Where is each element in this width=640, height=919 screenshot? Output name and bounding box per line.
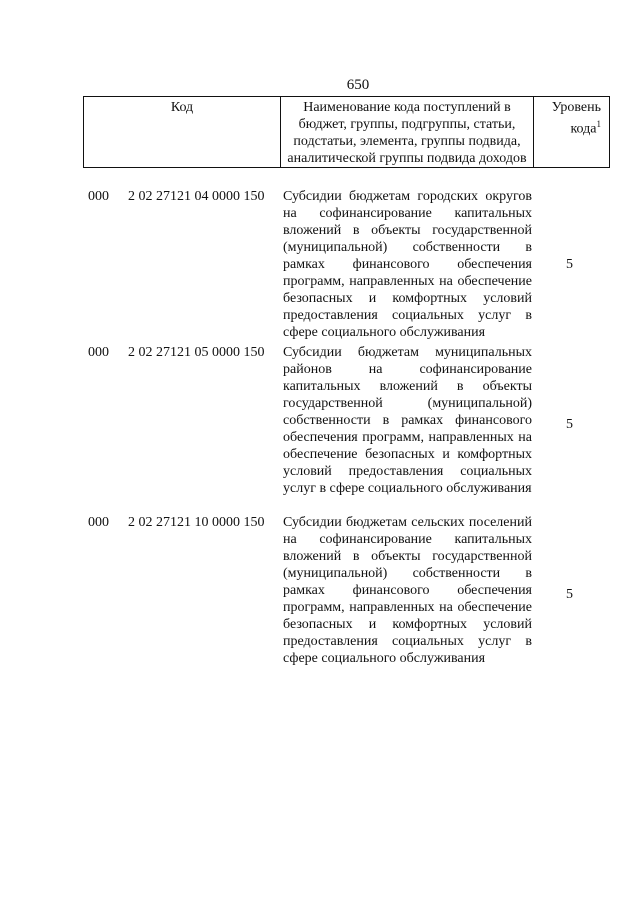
header-level bbox=[534, 97, 609, 167]
row-name: Субсидии бюджетам муниципальных районов на софинансирование капитальных вложений в объекты государственной (муниципальной) собственности в рамках финансового обеспечения программ, направленных на обеспечение безопасных и комфортных условий предоставления социальных услуг в сфере социального обслуживания bbox=[283, 345, 532, 496]
header-code: Код bbox=[84, 97, 281, 167]
header-name: Наименование кода поступлений в бюджет, группы, подгруппы, статьи, подстатьи, элемента, группы подвида, аналитической группы подвида доходов bbox=[281, 97, 534, 167]
header-level-label: Уровень кода bbox=[551, 100, 601, 137]
header-level-footnote: 1 bbox=[596, 119, 601, 129]
row-admin-code: 000 bbox=[88, 515, 109, 530]
page-number: 650 bbox=[346, 77, 370, 93]
row-level: 5 bbox=[566, 417, 573, 432]
row-admin-code: 000 bbox=[88, 345, 109, 360]
row-income-code: 2 02 27121 10 0000 150 bbox=[128, 515, 265, 530]
row-level: 5 bbox=[566, 587, 573, 602]
table-header bbox=[83, 96, 610, 168]
row-name: Субсидии бюджетам городских округов на софинансирование капитальных вложений в объекты государственной (муниципальной) собственности в рамках финансового обеспечения программ, направленных на обеспечение безопасных и комфортных условий предоставления социальных услуг в сфере социального обслуживания bbox=[283, 189, 532, 340]
row-income-code: 2 02 27121 04 0000 150 bbox=[128, 189, 265, 204]
row-income-code: 2 02 27121 05 0000 150 bbox=[128, 345, 265, 360]
row-admin-code: 000 bbox=[88, 189, 109, 204]
row-name: Субсидии бюджетам сельских поселений на софинансирование капитальных вложений в объекты государственной (муниципальной) собственности в рамках финансового обеспечения программ, направленных на обеспечение безопасных и комфортных условий предоставления социальных услуг в сфере социального обслуживания bbox=[283, 515, 532, 666]
row-level: 5 bbox=[566, 257, 573, 272]
